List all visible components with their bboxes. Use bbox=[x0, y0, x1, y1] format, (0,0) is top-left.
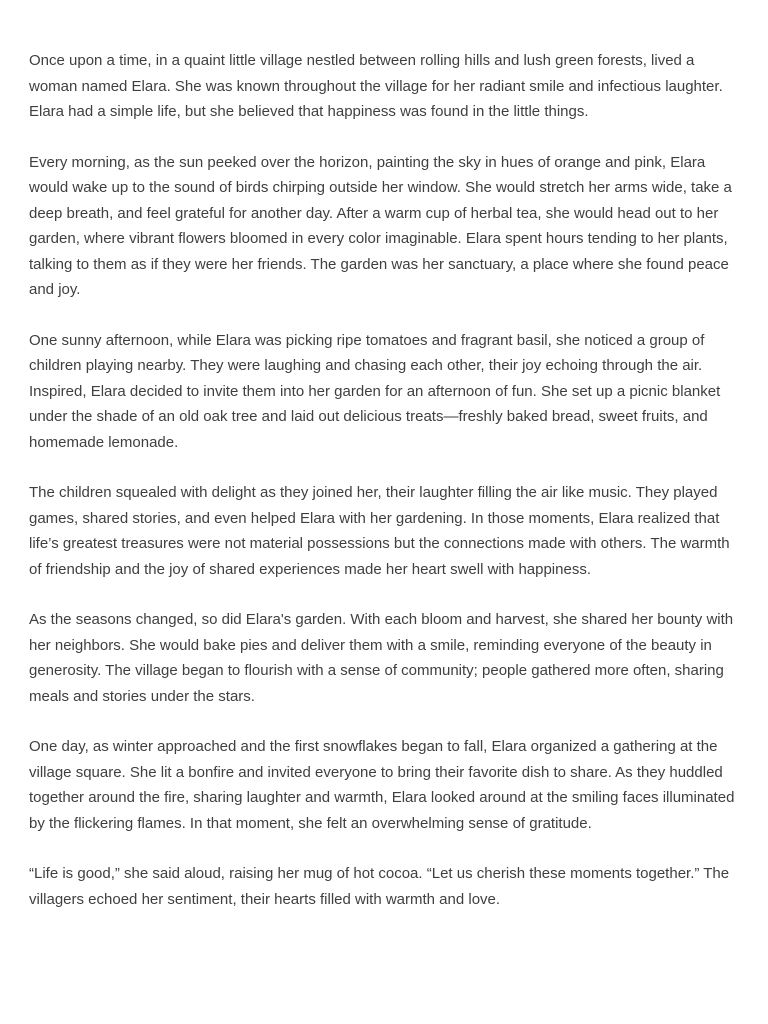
story-paragraph: “Life is good,” she said aloud, raising her mug of hot cocoa. “Let us cherish these moments together.” The villagers echoed her sentiment, their hearts filled with warmth and love. bbox=[29, 865, 730, 908]
story-paragraph: As the seasons changed, so did Elara's garden. With each bloom and harvest, she shared her bounty with her neighbors. She would bake pies and deliver them with a smile, reminding everyone of the beauty in generosity. The village began to flourish with a sense of community; people gathered more often, sharing meals and stories under the stars. bbox=[29, 611, 734, 705]
story-paragraph: One sunny afternoon, while Elara was picking ripe tomatoes and fragrant basil, she noticed a group of children playing nearby. They were laughing and chasing each other, their joy echoing through the air. Inspired, Elara decided to invite them into her garden for an afternoon of fun. She set up a picnic blanket under the shade of an old oak tree and laid out delicious treats—freshly baked bread, sweet fruits, and homemade lemonade. bbox=[29, 331, 721, 451]
story-paragraph: Every morning, as the sun peeked over the horizon, painting the sky in hues of orange and pink, Elara would wake up to the sound of birds chirping outside her window. She would stretch her arms wide, take a deep breath, and feel grateful for another day. After a warm cup of herbal tea, she would head out to her garden, where vibrant flowers bloomed in every color imaginable. Elara spent hours tending to her plants, talking to them as if they were her friends. The garden was her sanctuary, a place where she found peace and joy. bbox=[29, 153, 732, 298]
story-paragraph: Once upon a time, in a quaint little village nestled between rolling hills and lush green forests, lived a woman named Elara. She was known throughout the village for her radiant smile and infectious laughter. Elara had a simple life, but she believed that happiness was found in the little things. bbox=[29, 52, 723, 120]
story-paragraph: One day, as winter approached and the first snowflakes began to fall, Elara organized a gathering at the village square. She lit a bonfire and invited everyone to bring their favorite dish to share. As they huddled together around the fire, sharing laughter and warmth, Elara looked around at the smiling faces illuminated by the flickering flames. In that moment, she felt an overwhelming sense of gratitude. bbox=[29, 738, 735, 832]
story-paragraph: The children squealed with delight as they joined her, their laughter filling the air like music. They played games, shared stories, and even helped Elara with her gardening. In those moments, Elara realized that life’s greatest treasures were not material possessions but the connections made with others. The warmth of friendship and the joy of shared experiences made her heart swell with happiness. bbox=[29, 484, 730, 578]
story-body bbox=[29, 48, 744, 937]
